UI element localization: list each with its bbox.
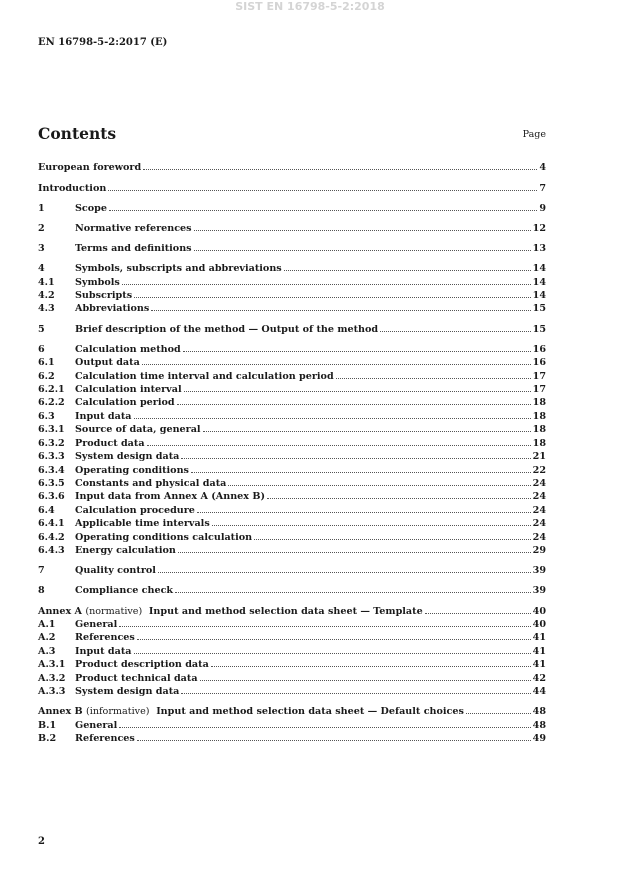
page-column-label: Page [522,129,546,140]
toc-entry-page: 42 [532,672,546,684]
toc-entry-number: 6.2.1 [38,383,65,395]
toc-entry-page: 24 [532,518,546,530]
toc-entry-title: Normative references [75,222,192,234]
toc-entry-number: 6.3 [38,410,55,422]
toc-entry-title: Operating conditions calculation [75,531,253,543]
toc-entry-title: Calculation interval [75,383,182,395]
toc-entry-page: 24 [532,531,546,543]
toc-leader-dots [109,210,537,211]
toc-entry-number: 2 [38,222,45,234]
toc-entry-title: General [75,619,118,630]
toc-leader-dots [151,310,530,311]
toc-entry-page: 18 [532,410,546,422]
toc-entry-number: 4.2 [38,289,55,301]
toc-entry-number: 6.3.1 [38,424,65,436]
toc-entry-number: 6.3.5 [38,478,65,489]
toc-entry-title: Input data [75,410,132,422]
toc-entry-title: Product data [75,437,145,449]
toc-entry-page: 29 [532,545,546,557]
toc-entry-number: 5 [38,323,45,335]
toc-leader-dots [122,284,531,285]
toc-entry[interactable] [38,731,546,744]
toc-entry-page: 14 [532,276,546,288]
toc-entry-title: Input data from Annex A (Annex B) [75,491,265,503]
toc-leader-dots [184,391,531,392]
toc-entry-page: 15 [532,323,546,335]
toc-leader-dots [178,552,531,553]
toc-leader-dots [119,727,530,728]
toc-entry-page: 9 [539,202,546,214]
toc-entry-number: A.2 [38,632,56,644]
toc-entry-page: 17 [532,383,546,395]
toc-leader-dots [134,653,531,654]
toc-entry-page: 12 [532,222,546,234]
toc-leader-dots [181,458,530,459]
toc-entry[interactable] [38,717,546,730]
toc-leader-dots [181,693,530,694]
toc-entry-title: European foreword [38,162,142,174]
toc-entry-page: 40 [532,619,546,630]
toc-leader-dots [336,378,531,379]
toc-entry[interactable] [38,670,546,683]
toc-entry-number: B.2 [38,733,57,745]
toc-entry-page: 41 [532,659,546,671]
toc-entry[interactable] [38,274,546,287]
toc-entry-page: 22 [532,464,546,476]
toc-leader-dots [134,418,531,419]
toc-entry-page: 14 [532,263,546,275]
toc-entry[interactable] [38,630,546,643]
toc-entry-number: 1 [38,202,45,214]
toc-entry-number: 6.4 [38,504,55,516]
toc-entry-number: 6.2 [38,370,55,382]
toc-entry-title: Subscripts [75,289,133,301]
toc-annex-type: (normative) [85,605,143,617]
toc-entry-title: Brief description of the method — Output of the method [75,323,379,335]
toc-entry-title: General [75,719,118,731]
toc-entry-title: System design data [75,686,180,698]
toc-entry-page: 17 [532,370,546,382]
toc-leader-dots [212,525,531,526]
toc-leader-dots [158,572,531,573]
toc-leader-dots [380,331,531,332]
toc-leader-dots [211,666,531,667]
toc-entry-number: 6.4.1 [38,518,65,530]
toc-entry-number: 6.1 [38,357,55,369]
toc-leader-dots [466,713,531,714]
toc-entry-page: 13 [532,242,546,254]
toc-entry-title: System design data [75,451,180,463]
toc-leader-dots [284,270,531,271]
toc-entry[interactable] [38,180,546,193]
toc-leader-dots [183,351,531,352]
toc-entry[interactable] [38,462,546,475]
toc-leader-dots [142,364,531,365]
toc-entry-page: 41 [532,632,546,644]
toc-entry-title: Calculation procedure [75,504,195,516]
toc-entry[interactable] [38,200,546,213]
toc-entry[interactable] [38,288,546,301]
toc-entry-number: B.1 [38,719,57,731]
toc-entry-title: Scope [75,202,107,214]
toc-entry[interactable] [38,516,546,529]
toc-leader-dots [137,740,531,741]
toc-entry-page: 21 [532,451,546,463]
toc-entry[interactable] [38,657,546,670]
toc-entry-number: A.3.3 [38,686,66,698]
toc-entry-page: 44 [532,686,546,698]
toc-leader-dots [177,404,531,405]
toc-entry-page: 14 [532,289,546,301]
toc-entry-title: Operating conditions [75,464,189,476]
toc-entry[interactable] [38,502,546,515]
toc-entry-page: 16 [532,343,546,355]
toc-leader-dots [425,613,531,614]
toc-leader-dots [119,626,530,627]
toc-entry[interactable] [38,368,546,381]
toc-leader-dots [194,230,531,231]
toc-entry[interactable] [38,603,546,616]
toc-entry-page: 41 [532,645,546,657]
toc-entry-number: 4.3 [38,303,55,315]
toc-entry[interactable] [38,220,546,233]
toc-entry-title: Calculation period [75,397,175,409]
toc-leader-dots [228,485,530,486]
toc-entry-title: Calculation method [75,343,181,355]
toc-annex-label: Annex B [38,706,83,718]
toc-entry-page: 15 [532,303,546,315]
toc-annex-label: Annex A [38,605,83,617]
toc-entry-page: 18 [532,424,546,436]
toc-entry[interactable] [38,435,546,448]
toc-entry-title: Constants and physical data [75,478,227,489]
toc-entry-number: A.3.1 [38,659,66,671]
toc-entry-number: 6.3.4 [38,464,65,476]
toc-entry[interactable] [38,301,546,314]
toc-entry-page: 39 [532,585,546,597]
toc-entry-number: 6.3.2 [38,437,65,449]
toc-entry-page: 18 [532,397,546,409]
toc-entry[interactable] [38,617,546,630]
toc-entry-title: Symbols [75,276,120,288]
toc-entry[interactable] [38,583,546,596]
toc-entry-title: Introduction [38,182,107,194]
toc-entry[interactable] [38,489,546,502]
toc-entry-title: Product technical data [75,672,198,684]
toc-entry[interactable] [38,449,546,462]
toc-entry-title: Source of data, general [75,424,201,436]
toc-entry-title: Calculation time interval and calculation period [75,370,334,382]
toc-entry-title: Input and method selection data sheet — Default choices [156,706,464,718]
toc-entry[interactable] [38,684,546,697]
toc-entry[interactable] [38,382,546,395]
toc-entry-page: 39 [532,565,546,577]
toc-leader-dots [203,431,531,432]
toc-entry-number: 7 [38,565,45,577]
toc-entry-title: Input and method selection data sheet — Template [148,605,423,617]
toc-entry-title: Product description data [75,659,209,671]
toc-entry[interactable] [38,341,546,354]
toc-entry-page: 48 [532,706,546,718]
toc-entry-number: 6.4.2 [38,531,65,543]
toc-leader-dots [175,592,531,593]
toc-entry-title: References [75,632,135,644]
toc-entry-number: 4 [38,263,45,275]
toc-leader-dots [254,539,531,540]
toc-entry-number: 6.4.3 [38,545,65,557]
toc-entry-number: 3 [38,242,45,254]
toc-entry-title: References [75,733,135,745]
toc-entry-title: Abbreviations [75,303,150,315]
toc-entry[interactable] [38,321,546,334]
toc-entry[interactable] [38,395,546,408]
toc-entry-page: 18 [532,437,546,449]
toc-entry-number: 6.2.2 [38,397,65,409]
toc-entry-title: Symbols, subscripts and abbreviations [75,263,282,275]
toc-entry-page: 40 [532,605,546,617]
toc-entry[interactable] [38,529,546,542]
toc-leader-dots [143,169,537,170]
toc-entry-number: A.3.2 [38,672,66,684]
toc-entry-number: 6 [38,343,45,355]
toc-entry[interactable] [38,355,546,368]
toc-entry-title: Output data [75,357,140,369]
toc-annex-type: (informative) [86,706,150,718]
toc-entry-number: A.3 [38,645,56,657]
toc-entry-number: 8 [38,585,45,597]
toc-entry-page: 7 [539,182,546,194]
toc-leader-dots [267,498,531,499]
watermark: SIST EN 16798-5-2:2018 [235,0,385,13]
toc-entry[interactable] [38,422,546,435]
toc-entry-title: Energy calculation [75,545,176,557]
toc-entry-page: 24 [532,504,546,516]
toc-entry[interactable] [38,160,546,173]
toc-leader-dots [197,512,531,513]
toc-entry-number: 6.3.6 [38,491,65,503]
toc-entry-page: 49 [532,733,546,745]
toc-entry-page: 16 [532,357,546,369]
toc-entry-title: Input data [75,645,132,657]
document-id: EN 16798-5-2:2017 (E) [38,37,168,48]
toc-leader-dots [147,445,531,446]
toc-entry-page: 24 [532,491,546,503]
toc-entry[interactable] [38,563,546,576]
toc-leader-dots [200,680,531,681]
toc-entry[interactable] [38,476,546,489]
toc-entry-number: 6.3.3 [38,451,65,463]
toc-entry-number: A.1 [38,619,56,630]
toc-leader-dots [137,639,531,640]
toc-leader-dots [134,297,531,298]
toc-entry-title: Compliance check [75,585,174,597]
toc-entry-page: 4 [539,162,546,174]
toc-entry[interactable] [38,408,546,421]
toc-entry-page: 24 [532,478,546,489]
toc-entry[interactable] [38,543,546,556]
page-number: 2 [38,836,45,847]
toc-leader-dots [191,472,531,473]
toc-entry[interactable] [38,704,546,717]
toc-entry-title: Applicable time intervals [75,518,210,530]
toc-entry-title: Quality control [75,565,156,577]
toc-entry-title: Terms and definitions [75,242,192,254]
table-of-contents [38,160,546,744]
toc-entry-page: 48 [532,719,546,731]
toc-entry[interactable] [38,241,546,254]
toc-entry-number: 4.1 [38,276,55,288]
contents-title: Contents [38,124,117,143]
toc-leader-dots [108,190,537,191]
toc-entry[interactable] [38,643,546,656]
toc-entry[interactable] [38,261,546,274]
toc-leader-dots [194,250,531,251]
